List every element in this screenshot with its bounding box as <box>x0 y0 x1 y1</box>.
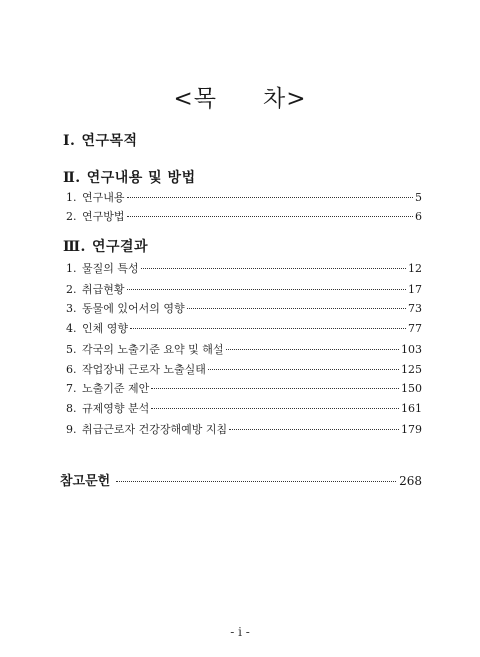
dot-leader <box>141 268 406 269</box>
entry-number: 2. <box>66 210 77 223</box>
entry-label: 작업장내 근로자 노출실태 <box>82 363 206 376</box>
entry-page: 17 <box>408 283 422 296</box>
toc-title <box>0 80 480 113</box>
entry-page: 6 <box>415 210 422 223</box>
entry-label: 인체 영향 <box>82 322 129 335</box>
entry-number: 1. <box>66 262 77 275</box>
toc-title-left: <목 <box>173 86 217 112</box>
page-number-footer: - i - <box>230 625 250 639</box>
toc-entry[interactable] <box>66 423 422 437</box>
dot-leader <box>127 289 406 290</box>
dot-leader <box>130 328 406 329</box>
dot-leader <box>127 197 413 198</box>
entry-page: 77 <box>408 322 422 335</box>
dot-leader <box>229 429 399 430</box>
toc-entry[interactable] <box>66 343 422 357</box>
entry-label: 연구방법 <box>82 210 125 223</box>
dot-leader <box>151 388 399 389</box>
toc-entry[interactable] <box>66 402 422 416</box>
entry-page: 12 <box>408 262 422 275</box>
toc-entry[interactable] <box>66 283 422 297</box>
entry-number: 9. <box>66 423 77 436</box>
section-label: 연구내용 및 방법 <box>86 170 196 186</box>
entry-number: 2. <box>66 283 77 296</box>
entry-label: 취급현황 <box>82 283 125 296</box>
dot-leader <box>127 216 413 217</box>
section-label: 연구목적 <box>81 133 138 149</box>
entry-label: 규제영향 분석 <box>82 402 150 415</box>
entry-number: 5. <box>66 343 77 356</box>
toc-title-right: 차> <box>263 86 307 112</box>
section-heading-3[interactable] <box>63 236 148 256</box>
entry-label: 각국의 노출기준 요약 및 해설 <box>82 343 224 356</box>
dot-leader <box>208 369 399 370</box>
entry-label: 물질의 특성 <box>82 262 139 275</box>
toc-entry[interactable] <box>66 382 422 396</box>
entry-page: 73 <box>408 302 422 315</box>
entry-label: 노출기준 제안 <box>82 382 150 395</box>
entry-page: 179 <box>401 423 422 436</box>
entry-page: 103 <box>401 343 422 356</box>
toc-entry[interactable] <box>66 302 422 316</box>
entry-label: 연구내용 <box>82 191 125 204</box>
entry-number: 3. <box>66 302 77 315</box>
entry-page: 125 <box>401 363 422 376</box>
toc-entry[interactable] <box>66 363 422 377</box>
entry-number: 1. <box>66 191 77 204</box>
entry-page: 161 <box>401 402 422 415</box>
toc-entry[interactable] <box>66 210 422 224</box>
entry-number: 8. <box>66 402 77 415</box>
section-heading-2[interactable] <box>63 167 196 187</box>
toc-entry-references[interactable] <box>60 470 422 489</box>
entry-number: 6. <box>66 363 77 376</box>
entry-label: 취급근로자 건강장해예방 지침 <box>82 423 228 436</box>
toc-entry[interactable] <box>66 191 422 205</box>
toc-entry[interactable] <box>66 262 422 276</box>
entry-label: 동물에 있어서의 영향 <box>82 302 185 315</box>
entry-page: 5 <box>415 191 422 204</box>
references-label: 참고문헌 <box>60 474 111 489</box>
toc-entry[interactable] <box>66 322 422 336</box>
references-page: 268 <box>399 474 422 488</box>
dot-leader <box>151 408 399 409</box>
dot-leader <box>187 308 406 309</box>
section-number: Ⅱ. <box>63 170 81 186</box>
entry-page: 150 <box>401 382 422 395</box>
section-number: Ⅰ. <box>63 133 76 149</box>
section-label: 연구결과 <box>91 239 149 255</box>
dot-leader <box>116 481 396 482</box>
entry-number: 4. <box>66 322 77 335</box>
section-number: Ⅲ. <box>63 239 86 255</box>
dot-leader <box>226 349 400 350</box>
entry-number: 7. <box>66 382 77 395</box>
section-heading-1[interactable] <box>63 130 138 150</box>
